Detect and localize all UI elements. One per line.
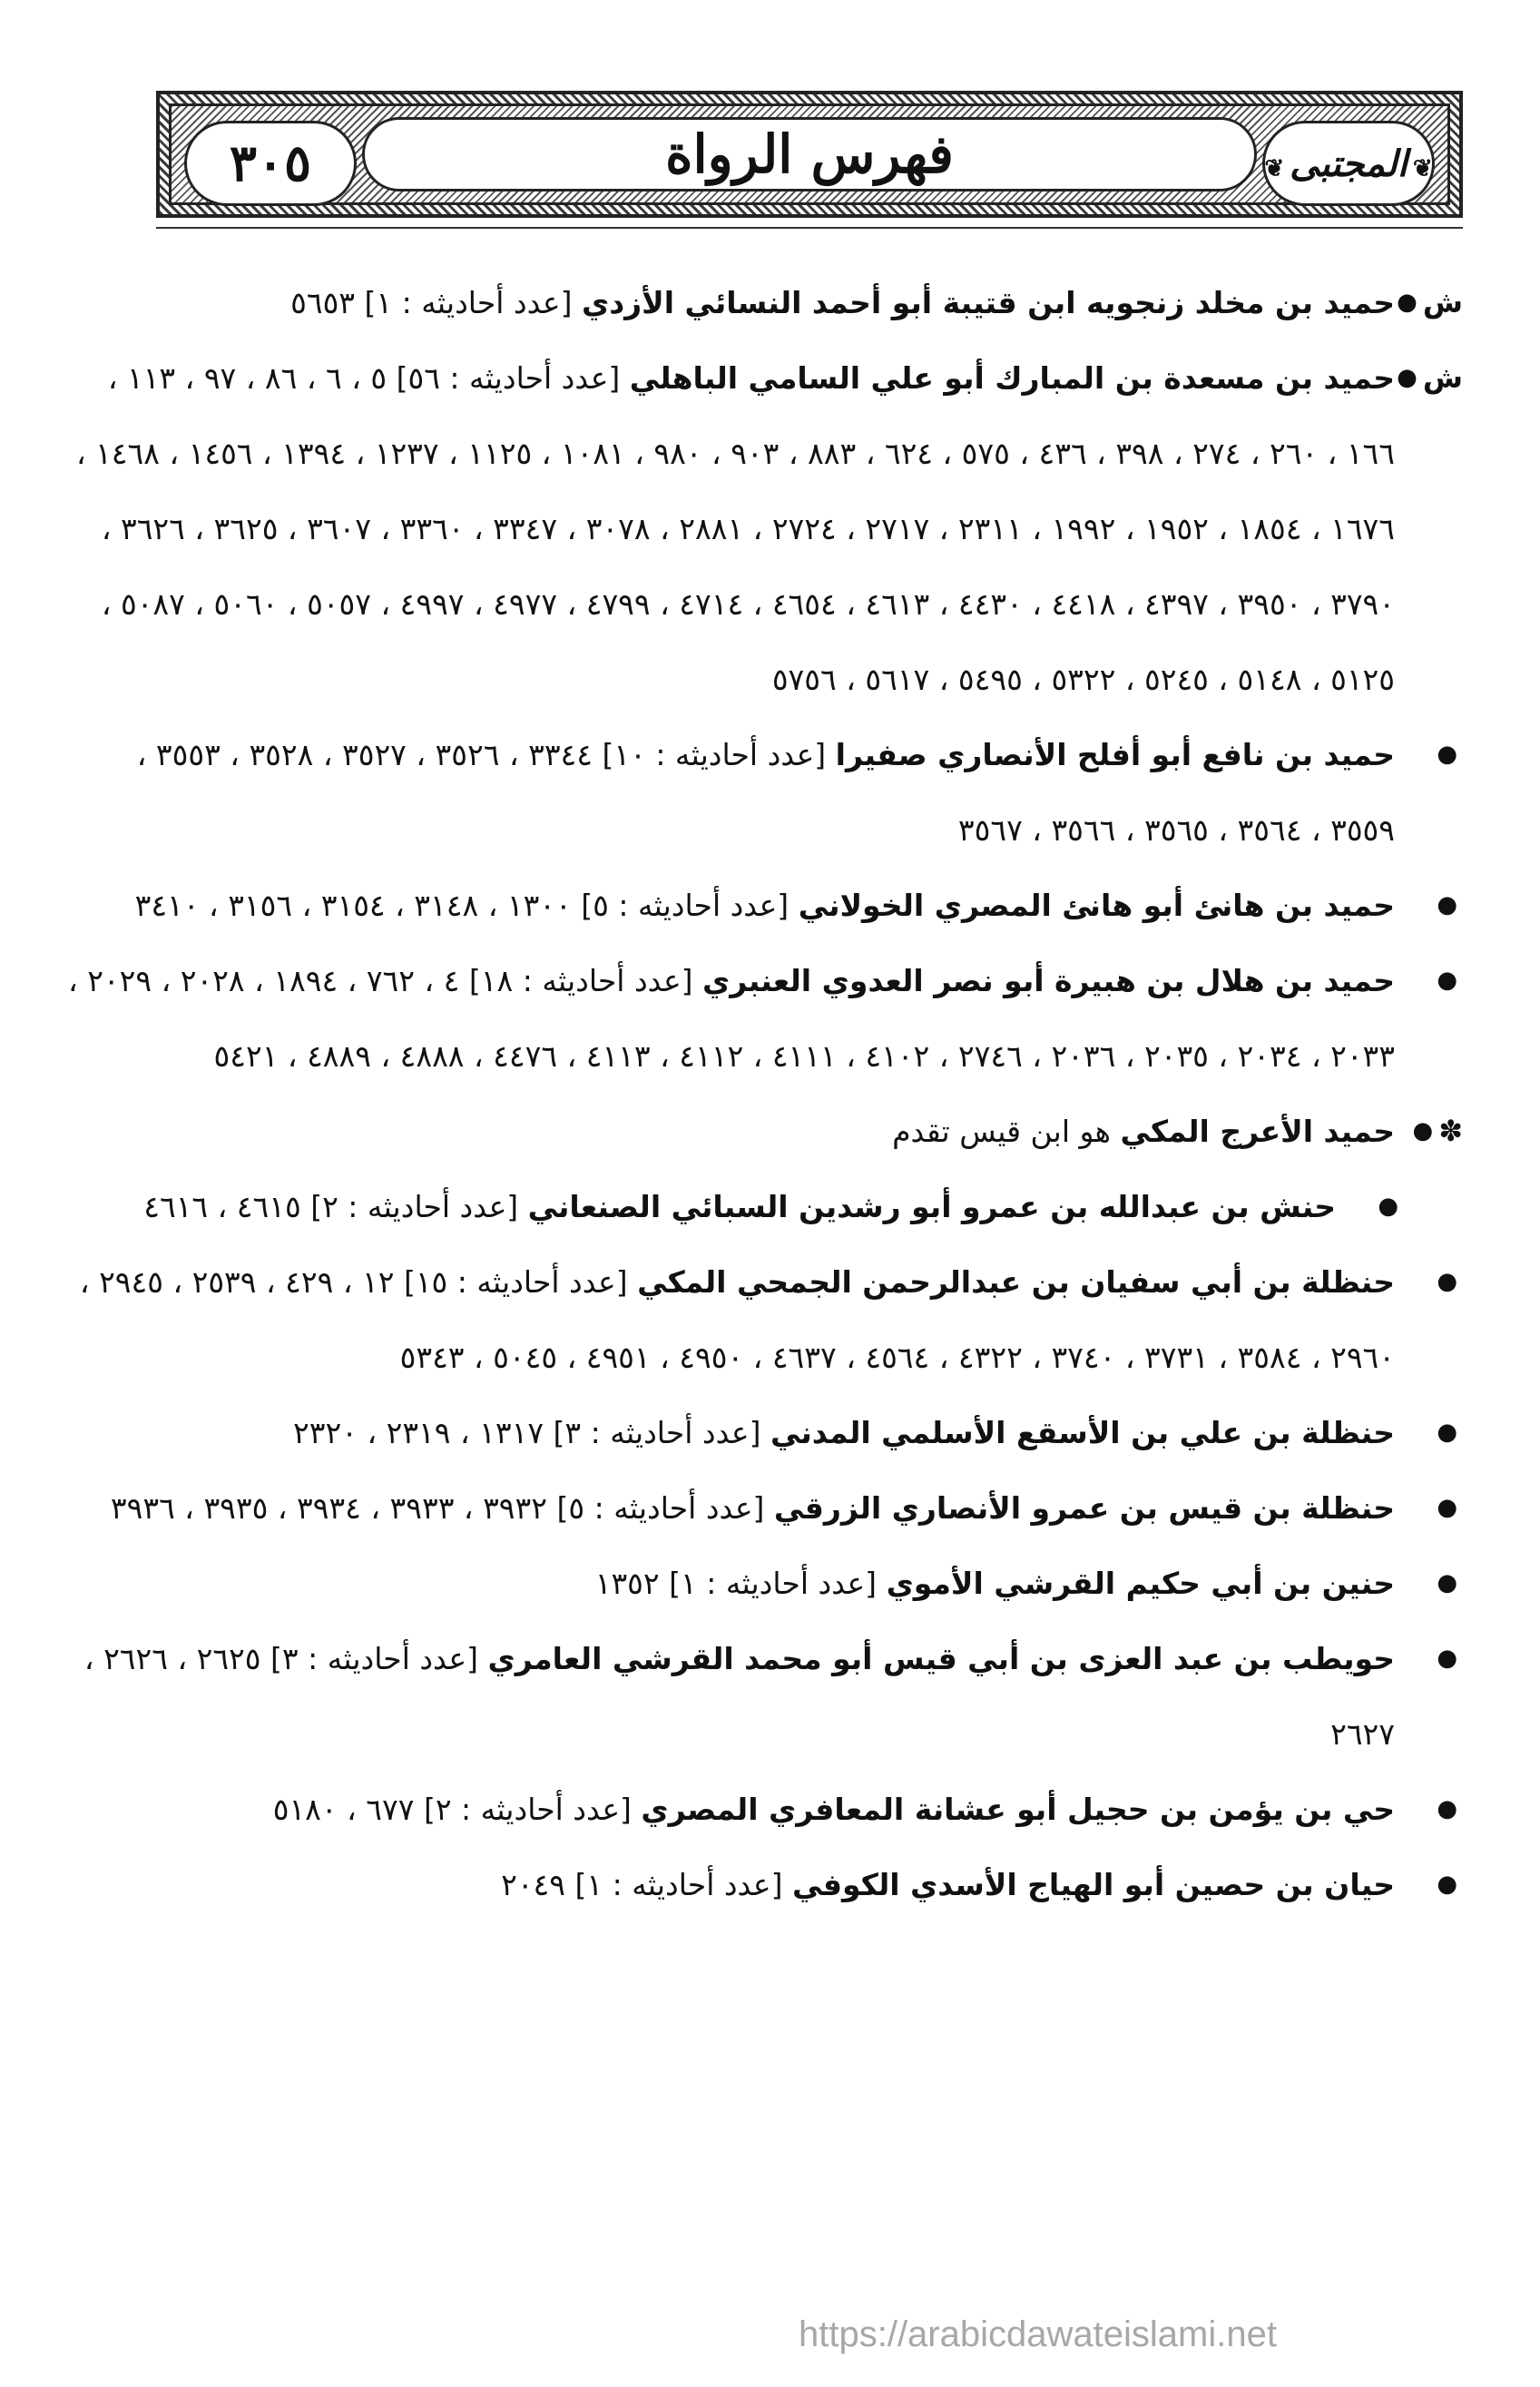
page-number-cartouche: [184, 121, 357, 206]
hadith-count: [عدد أحاديثه : ٥]: [581, 888, 790, 923]
hadith-references: ١٣١٧ ، ٢٣١٩ ، ٢٣٢٠: [293, 1415, 544, 1450]
watermark: https://arabicdawateislami.net: [799, 2314, 1277, 2354]
hadith-count: [عدد أحاديثه : ٢]: [310, 1189, 519, 1224]
entry-marker: [1395, 1546, 1463, 1621]
hadith-references: ٤٦١٥ ، ٤٦١٦: [143, 1189, 301, 1224]
narrator-name: حميد بن مخلد زنجويه ابن قتيبة أبو أحمد النسائي الأزدي: [581, 285, 1395, 320]
hadith-count: [عدد أحاديثه : ٥]: [556, 1490, 765, 1526]
narrator-name: حميد بن هلال بن هبيرة أبو نصر العدوي العنبري: [702, 963, 1395, 998]
narrators-index: [65, 265, 1463, 1922]
bullet-icon: ●: [1437, 1494, 1457, 1521]
hadith-references: ٢٠٤٩: [501, 1867, 566, 1902]
header-divider: [156, 227, 1463, 229]
page-header: [156, 91, 1463, 218]
bullet-icon: ●: [1397, 364, 1417, 391]
narrator-name: حيان بن حصين أبو الهياج الأسدي الكوفي: [791, 1867, 1395, 1902]
hadith-count: [عدد أحاديثه : ٣]: [270, 1641, 478, 1676]
entry-marker: [1336, 1169, 1404, 1244]
narrator-name: حي بن يؤمن بن حجيل أبو عشانة المعافري المصري: [641, 1792, 1395, 1827]
narrator-name: حميد الأعرج المكي: [1120, 1114, 1395, 1149]
narrator-name: حميد بن هانئ أبو هانئ المصري الخولاني: [798, 888, 1395, 923]
hadith-count: [عدد أحاديثه : ٢]: [423, 1792, 632, 1827]
hadith-references: ٤ ، ٧٦٢ ، ١٨٩٤ ، ٢٠٢٨ ، ٢٠٢٩ ، ٢٠٣٣ ، ٢٠٣٤ ، ٢٠٣٥ ، ٢٠٣٦ ، ٢٧٤٦ ، ٤١٠٢ ، ٤١١١ ، ٤١١٢ ، ٤١١٣ ، ٤٤٧٦ ، ٤٨٨٨ ، ٤٨٨٩ ، ٥٤٢١: [68, 963, 1395, 1074]
narrator-name: حويطب بن عبد العزى بن أبي قيس أبو محمد القرشي العامري: [487, 1641, 1395, 1676]
narrator-name: حنظلة بن أبي سفيان بن عبدالرحمن الجمحي المكي: [637, 1264, 1395, 1300]
index-entry: [65, 1546, 1463, 1621]
hadith-count: [عدد أحاديثه : ٣]: [553, 1415, 761, 1450]
entry-source-mark: ✽: [1438, 1114, 1463, 1148]
hadith-references: ٥ ، ٦ ، ٨٦ ، ٩٧ ، ١١٣ ، ١٦٦ ، ٢٦٠ ، ٢٧٤ ، ٣٩٨ ، ٤٣٦ ، ٥٧٥ ، ٦٢٤ ، ٨٨٣ ، ٩٠٣ ، ٩٨٠ ، ١٠٨١ ، ١١٢٥ ، ١٢٣٧ ، ١٣٩٤ ، ١٤٥٦ ، ١٤٦٨ ، ١٦٧٦ ، ١٨٥٤ ، ١٩٥٢ ، ١٩٩٢ ، ٢٣١١ ، ٢٧١٧ ، ٢٧٢٤ ، ٢٨٨١ ، ٣٠٧٨ ، ٣٣٤٧ ، ٣٣٦٠ ، ٣٦٠٧ ، ٣٦٢٥ ، ٣٦٢٦ ، ٣٧٩٠ ، ٣٩٥٠ ، ٤٣٩٧ ، ٤٤١٨ ، ٤٤٣٠ ، ٤٦١٣ ، ٤٦٥٤ ، ٤٧١٤ ، ٤٧٩٩ ، ٤٩٧٧ ، ٤٩٩٧ ، ٥٠٥٧ ، ٥٠٦٠ ، ٥٠٨٧ ، ٥١٢٥ ، ٥١٤٨ ، ٥٢٤٥ ، ٥٣٢٢ ، ٥٤٩٥ ، ٥٦١٧ ، ٥٧٥٦: [75, 360, 1395, 697]
bullet-icon: ●: [1378, 1193, 1398, 1220]
narrator-name: حنظلة بن قيس بن عمرو الأنصاري الزرقي: [773, 1490, 1395, 1526]
bullet-icon: ●: [1437, 741, 1457, 768]
entry-source-mark: ش: [1422, 285, 1463, 319]
index-entry: [65, 1094, 1463, 1169]
entry-marker: [1395, 1847, 1463, 1922]
header-ornament-frame: [169, 103, 1450, 205]
entry-marker: [1395, 868, 1463, 943]
bullet-icon: ●: [1437, 1569, 1457, 1596]
hadith-count: [عدد أحاديثه : ١]: [574, 1867, 783, 1902]
narrator-name: حميد بن مسعدة بن المبارك أبو علي السامي الباهلي: [629, 360, 1395, 396]
narrator-name: حنظلة بن علي بن الأسقع الأسلمي المدني: [770, 1415, 1395, 1450]
index-entry: [65, 868, 1463, 943]
bullet-icon: ●: [1412, 1117, 1434, 1144]
hadith-references: ٢٦٢٥ ، ٢٦٢٦ ، ٢٦٢٧: [83, 1641, 1395, 1752]
index-entry: [65, 1169, 1463, 1244]
entry-marker: [1395, 1470, 1463, 1546]
index-entry: [65, 1244, 1463, 1395]
hadith-references: ٦٧٧ ، ٥١٨٠: [272, 1792, 415, 1827]
bullet-icon: ●: [1437, 967, 1457, 994]
bullet-icon: ●: [1437, 1268, 1457, 1295]
narrator-name: حميد بن نافع أبو أفلح الأنصاري صفيرا: [835, 737, 1395, 772]
hadith-references: ١٣٥٢: [594, 1566, 660, 1601]
entry-marker: [1395, 1244, 1463, 1320]
header-title-band: [362, 117, 1257, 192]
entry-source-mark: ش: [1422, 360, 1463, 395]
narrator-name: حنش بن عبدالله بن عمرو أبو رشدين السبائي الصنعاني: [527, 1189, 1336, 1224]
hadith-references: ١٢ ، ٤٢٩ ، ٢٥٣٩ ، ٢٩٤٥ ، ٢٩٦٠ ، ٣٥٨٤ ، ٣٧٣١ ، ٣٧٤٠ ، ٤٣٢٢ ، ٤٥٦٤ ، ٤٦٣٧ ، ٤٩٥٠ ، ٤٩٥١ ، ٥٠٤٥ ، ٥٣٤٣: [79, 1264, 1395, 1375]
hadith-references: ١٣٠٠ ، ٣١٤٨ ، ٣١٥٤ ، ٣١٥٦ ، ٣٤١٠: [134, 888, 572, 923]
entry-marker: [1395, 265, 1463, 340]
hadith-count: [عدد أحاديثه : ١٥]: [403, 1264, 628, 1300]
index-entry: [65, 943, 1463, 1094]
hadith-count: [عدد أحاديثه : ١٨]: [468, 963, 693, 998]
bullet-icon: ●: [1437, 1419, 1457, 1446]
entry-marker: [1395, 717, 1463, 792]
hadith-references: ٥٦٥٣: [290, 285, 356, 320]
page-title: فهرس الرواة: [665, 123, 954, 185]
bullet-icon: ●: [1437, 1871, 1457, 1898]
hadith-references: ٣٣٤٤ ، ٣٥٢٦ ، ٣٥٢٧ ، ٣٥٢٨ ، ٣٥٥٣ ، ٣٥٥٩ ، ٣٥٦٤ ، ٣٥٦٥ ، ٣٥٦٦ ، ٣٥٦٧: [136, 737, 1395, 848]
hadith-count: [عدد أحاديثه : ١]: [669, 1566, 878, 1601]
hadith-count: [عدد أحاديثه : ٥٦]: [396, 360, 621, 396]
book-logo-cartouche: [1262, 121, 1435, 206]
bullet-icon: ●: [1437, 1795, 1457, 1822]
index-entry: [65, 1395, 1463, 1470]
entry-marker: [1395, 1094, 1463, 1169]
narrator-name: حنين بن أبي حكيم القرشي الأموي: [886, 1566, 1395, 1601]
hadith-count: [عدد أحاديثه : ١]: [364, 285, 573, 320]
index-entry: [65, 717, 1463, 868]
index-entry: [65, 265, 1463, 340]
bullet-icon: ●: [1397, 289, 1417, 316]
index-entry: [65, 1772, 1463, 1847]
index-entry: [65, 1847, 1463, 1922]
book-logo: ❦ المجتبى ❦: [1259, 142, 1437, 185]
hadith-count: [عدد أحاديثه : ١٠]: [602, 737, 827, 772]
entry-marker: [1395, 943, 1463, 1018]
bullet-icon: ●: [1437, 1645, 1457, 1672]
index-entry: [65, 340, 1463, 717]
entry-marker: [1395, 1395, 1463, 1470]
entry-marker: [1395, 1621, 1463, 1696]
hadith-count: هو ابن قيس تقدم: [892, 1114, 1111, 1149]
index-entry: [65, 1621, 1463, 1772]
hadith-references: ٣٩٣٢ ، ٣٩٣٣ ، ٣٩٣٤ ، ٣٩٣٥ ، ٣٩٣٦: [110, 1490, 547, 1526]
entry-marker: [1395, 340, 1463, 416]
page-number: ٣٠٥: [229, 133, 312, 193]
index-entry: [65, 1470, 1463, 1546]
bullet-icon: ●: [1437, 891, 1457, 918]
entry-marker: [1395, 1772, 1463, 1847]
